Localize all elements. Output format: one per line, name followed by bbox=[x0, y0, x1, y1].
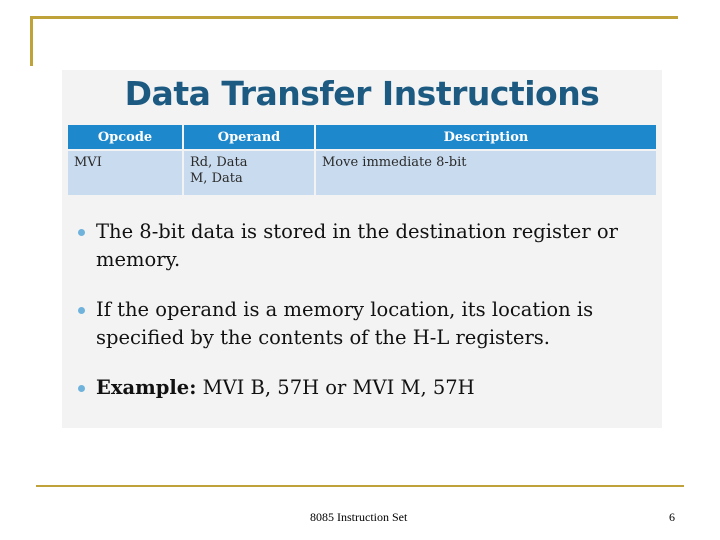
table-row bbox=[68, 150, 656, 195]
slide-image-panel bbox=[62, 70, 662, 428]
cell-opcode: MVI bbox=[68, 150, 183, 195]
bullet-list bbox=[76, 218, 656, 424]
top-decor-line bbox=[30, 16, 678, 19]
bullet-item bbox=[76, 218, 656, 274]
cell-description: Move immediate 8-bit bbox=[315, 150, 656, 195]
table-header-row bbox=[68, 125, 656, 150]
header-opcode: Opcode bbox=[68, 125, 183, 150]
bullet-item bbox=[76, 296, 656, 352]
bullet-dot-icon bbox=[78, 229, 85, 236]
bullet-text: If the operand is a memory location, its location is specified by the contents of the H-L registers. bbox=[96, 298, 594, 349]
cell-operand bbox=[183, 150, 315, 195]
cell-operand-line2: M, Data bbox=[190, 171, 243, 186]
instruction-table bbox=[68, 125, 656, 195]
header-description: Description bbox=[315, 125, 656, 150]
bullet-dot-icon bbox=[78, 307, 85, 314]
footer-title: 8085 Instruction Set bbox=[310, 510, 408, 524]
example-label: Example: bbox=[96, 376, 197, 399]
bullet-text: The 8-bit data is stored in the destination register or memory. bbox=[96, 220, 618, 271]
left-decor-line bbox=[30, 16, 33, 66]
slide-title: Data Transfer Instructions bbox=[124, 74, 600, 113]
bullet-item-example bbox=[76, 374, 656, 402]
page-number: 6 bbox=[669, 510, 675, 524]
footer-decor-line bbox=[36, 485, 684, 487]
example-text: MVI B, 57H or MVI M, 57H bbox=[196, 376, 475, 399]
cell-operand-line1: Rd, Data bbox=[190, 155, 248, 170]
header-operand: Operand bbox=[183, 125, 315, 150]
bullet-dot-icon bbox=[78, 385, 85, 392]
